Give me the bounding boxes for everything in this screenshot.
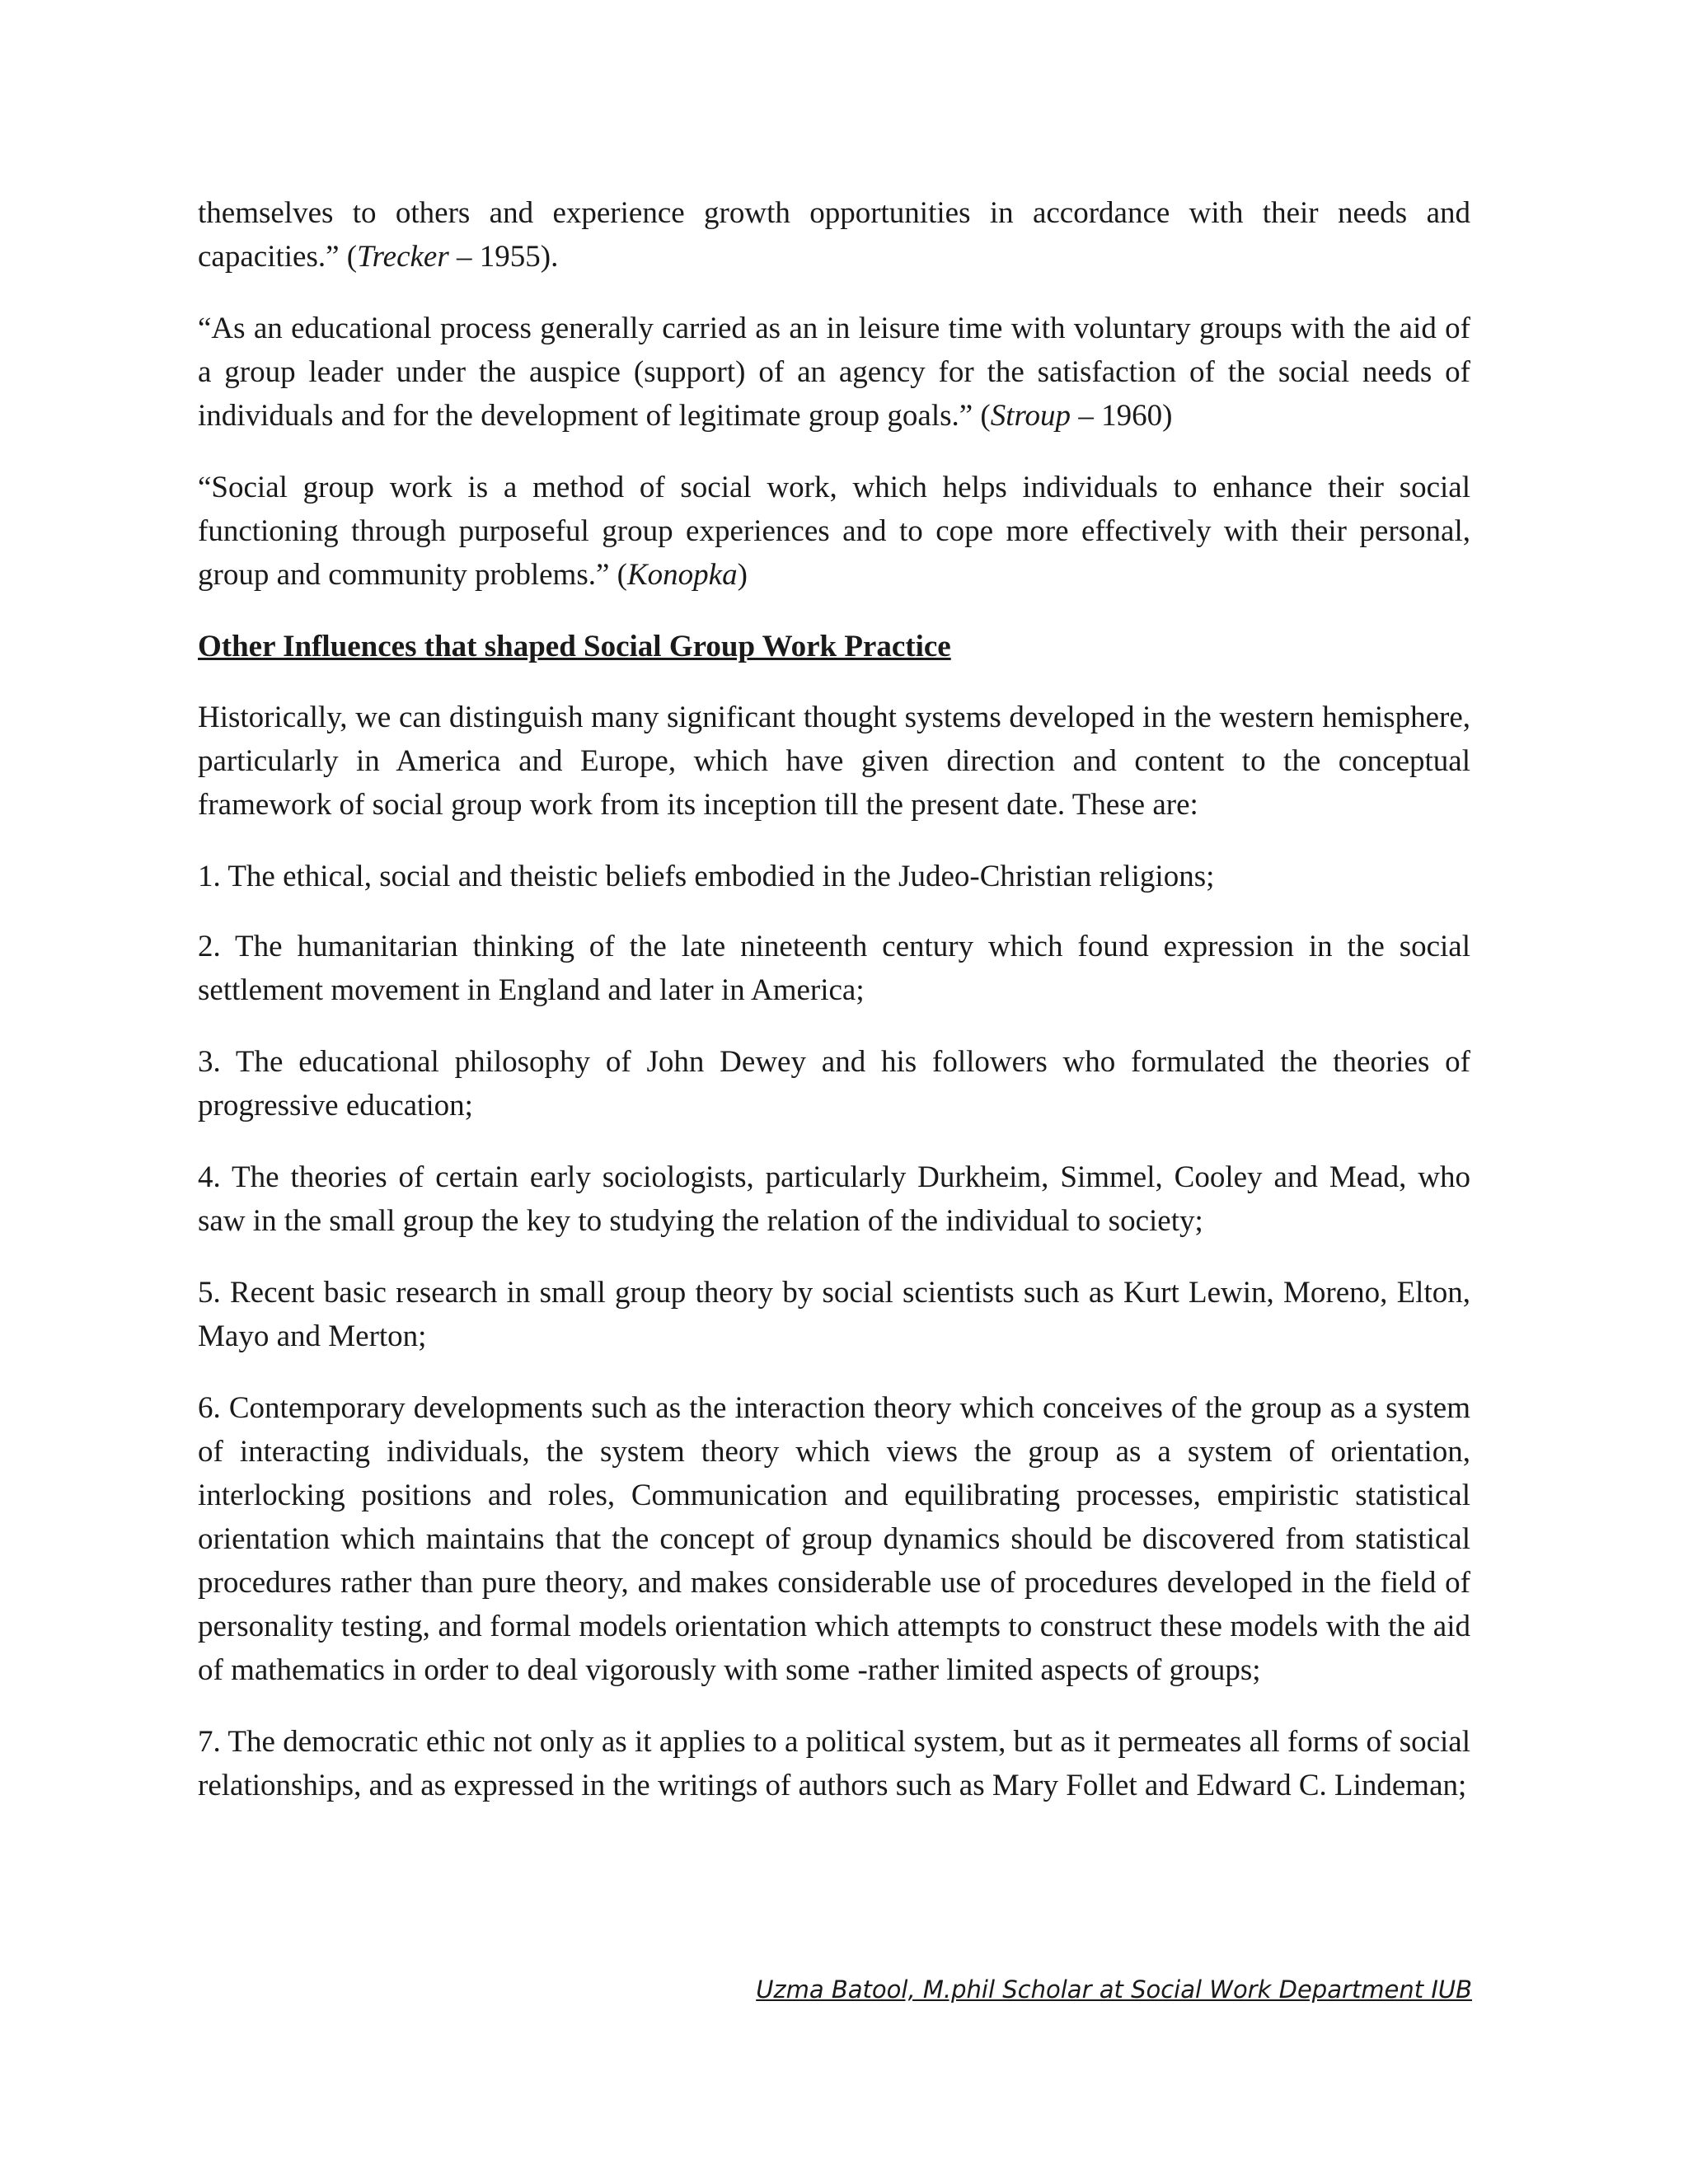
quote-konopka bbox=[198, 466, 1470, 597]
section-intro: Historically, we can distinguish many significant thought systems developed in the western hemisphere, particularly in America and Europe, which have given direction and content to the conceptual framework of social group work from its inception till the present date. These are: bbox=[198, 701, 1470, 822]
quote-author: Konopka bbox=[626, 558, 738, 592]
quote-author: Stroup bbox=[990, 399, 1071, 433]
quote-text: “Social group work is a method of social work, which helps individuals to enhance their social functioning through purposeful group experiences and to cope more effectively with their personal, group and community problems.” ( bbox=[198, 471, 1470, 592]
quote-tail: ) bbox=[737, 558, 748, 592]
quote-trecker bbox=[198, 191, 1470, 279]
list-item: 5. Recent basic research in small group theory by social scientists such as Kurt Lewin, Moreno, Elton, Mayo and Merton; bbox=[198, 1276, 1470, 1353]
list-item: 3. The educational philosophy of John Dewey and his followers who formulated the theories of progressive education; bbox=[198, 1045, 1470, 1122]
document-page bbox=[198, 191, 1470, 1835]
list-item: 7. The democratic ethic not only as it applies to a political system, but as it permeates all forms of social relationships, and as expressed in the writings of authors such as Mary Follet and Edward C. Lindeman; bbox=[198, 1725, 1470, 1802]
list-item: 4. The theories of certain early sociologists, particularly Durkheim, Simmel, Cooley and Mead, who saw in the small group the key to studying the relation of the individual to society; bbox=[198, 1160, 1470, 1238]
section-heading: Other Influences that shaped Social Group Work Practice bbox=[198, 630, 951, 663]
quote-text: “As an educational process generally carried as an in leisure time with voluntary groups with the aid of a group leader under the auspice (support) of an agency for the satisfaction of the social needs of individuals and for the development of legitimate group goals.” ( bbox=[198, 312, 1470, 433]
quote-text: themselves to others and experience growth opportunities in accordance with their needs and capacities.” ( bbox=[198, 196, 1470, 274]
page-footer: Uzma Batool, M.phil Scholar at Social Work Department IUB bbox=[756, 1975, 1472, 2004]
quote-tail: – 1960) bbox=[1071, 399, 1173, 433]
quote-tail: – 1955). bbox=[448, 240, 559, 274]
list-item: 6. Contemporary developments such as the interaction theory which conceives of the group as a system of interacting individuals, the system theory which views the group as a system of orientation, interlocking positions and roles, Communication and equilibrating processes, empiristic statistical orientation which maintains that the concept of group dynamics should be discovered from statistical procedures rather than pure theory, and makes considerable use of procedures developed in the field of personality testing, and formal models orientation which attempts to construct these models with the aid of mathematics in order to deal vigorously with some -rather limited aspects of groups; bbox=[198, 1391, 1470, 1687]
list-item: 1. The ethical, social and theistic beliefs embodied in the Judeo-Christian religions; bbox=[198, 860, 1215, 893]
list-item: 2. The humanitarian thinking of the late nineteenth century which found expression in the social settlement movement in England and later in America; bbox=[198, 930, 1470, 1007]
quote-author: Trecker bbox=[357, 240, 449, 274]
quote-stroup bbox=[198, 307, 1470, 438]
